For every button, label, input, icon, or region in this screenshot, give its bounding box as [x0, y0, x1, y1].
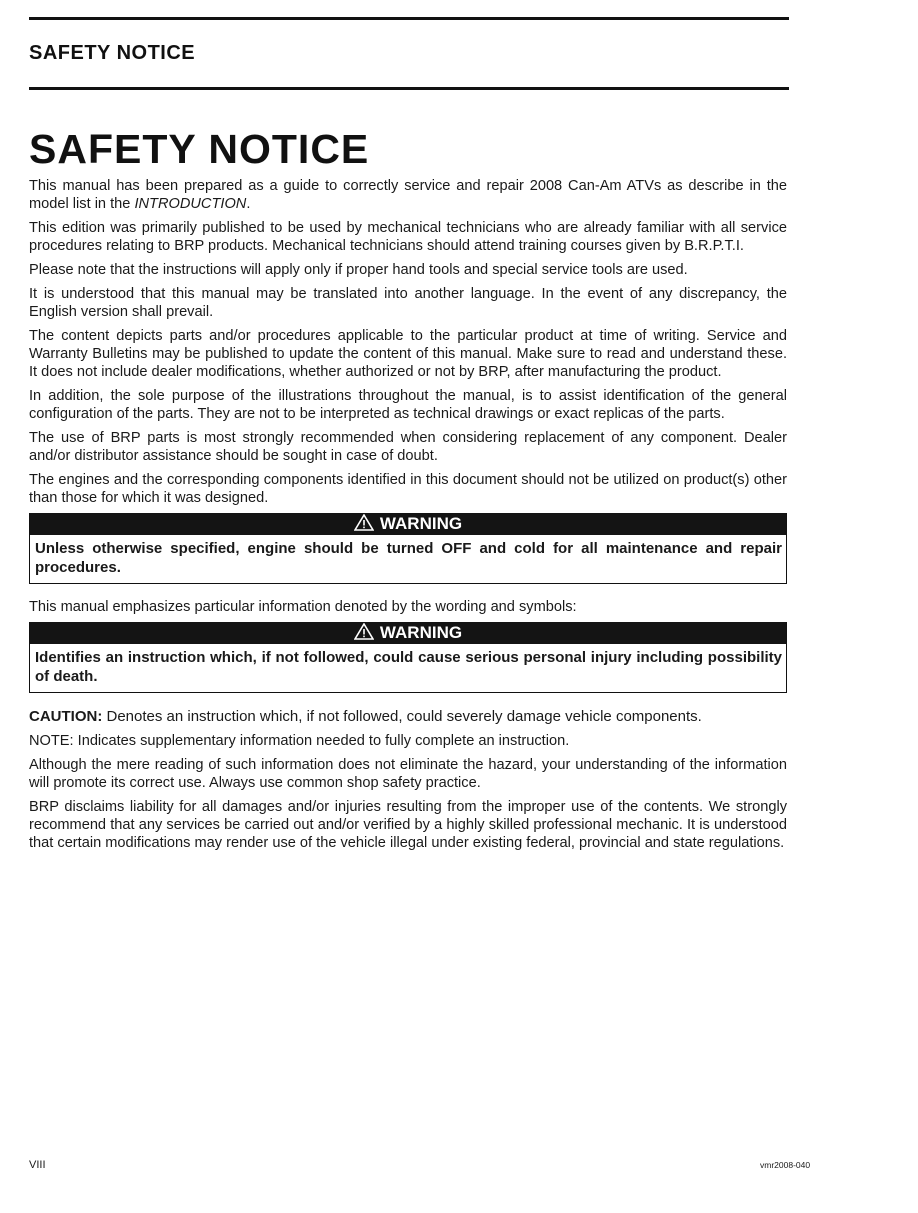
introduction-reference: INTRODUCTION [134, 196, 247, 212]
paragraph-illustrations: In addition, the sole purpose of the illustrations throughout the manual, is to assist identification of the general configuration of the parts. They are not to be interpreted as technical drawings or exact replicas of the parts. [29, 388, 787, 422]
paragraph-audience: This edition was primarily published to be used by mechanical technicians who are already familiar with all service procedures relating to BRP products. Mechanical technicians should attend training courses given by B.R.P.T.I. [29, 220, 787, 254]
paragraph-hazard: Although the mere reading of such information does not eliminate the hazard, your understanding of the information will promote its correct use. Always use common shop safety practice. [29, 757, 787, 791]
document-code: vmr2008-040 [760, 1160, 811, 1170]
warning-title: WARNING [379, 514, 463, 533]
warning-title: WARNING [379, 623, 463, 642]
paragraph-engines: The engines and the corresponding components identified in this document should not be utilized on product(s) other than those for which it was designed. [29, 472, 787, 506]
paragraph-liability: BRP disclaims liability for all damages and/or injuries resulting from the improper use of the contents. We strongly recommend that any services be carried out and/or verified by a highly skilled professional mechanic. It is understood that certain modifications may render use of the vehicle illegal under existing federal, provincial and state regulations. [29, 799, 787, 851]
paragraph-intro: This manual has been prepared as a guide to correctly service and repair 2008 Can-Am ATVs as describe in the model list in the INTRODUCTION. [29, 178, 787, 212]
note-label: NOTE: [29, 733, 74, 749]
warning-box-1 [29, 513, 787, 584]
paragraph-tools: Please note that the instructions will apply only if proper hand tools and special service tools are used. [29, 262, 688, 278]
page-number: VIII [29, 1159, 46, 1171]
paragraph-content: The content depicts parts and/or procedures applicable to the particular product at time of writing. Service and Warranty Bulletins may be published to update the content of this manual. Make sure to read and understand these. It does not include dealer modifications, whether authorized or not by BRP, after manufacturing the product. [29, 328, 787, 380]
page-title: SAFETY NOTICE [29, 126, 370, 172]
warning-box-2 [29, 622, 787, 693]
warning-text: Identifies an instruction which, if not followed, could cause serious personal injury including possibility of death. [35, 649, 782, 685]
paragraph-translation: It is understood that this manual may be translated into another language. In the event of any discrepancy, the English version shall prevail. [29, 286, 787, 320]
warning-triangle-icon [354, 514, 374, 537]
note-paragraph: NOTE: Indicates supplementary information needed to fully complete an instruction. [29, 733, 570, 749]
warning-text: Unless otherwise specified, engine should be turned OFF and cold for all maintenance and repair procedures. [35, 540, 782, 576]
paragraph-brp-parts: The use of BRP parts is most strongly recommended when considering replacement of any component. Dealer and/or distributor assistance should be sought in case of doubt. [29, 430, 787, 464]
running-head: SAFETY NOTICE [29, 42, 196, 64]
document-body [29, 177, 787, 858]
header-rule-top [29, 17, 789, 20]
warning-triangle-icon [354, 623, 374, 646]
header-rule-bottom [29, 87, 789, 90]
caution-paragraph: CAUTION: Denotes an instruction which, if not followed, could severely damage vehicle components. [29, 708, 702, 725]
warning-header [30, 513, 786, 535]
caution-label: CAUTION: [29, 708, 103, 725]
paragraph-emphasis: This manual emphasizes particular information denoted by the wording and symbols: [29, 599, 577, 615]
warning-header [30, 622, 786, 644]
